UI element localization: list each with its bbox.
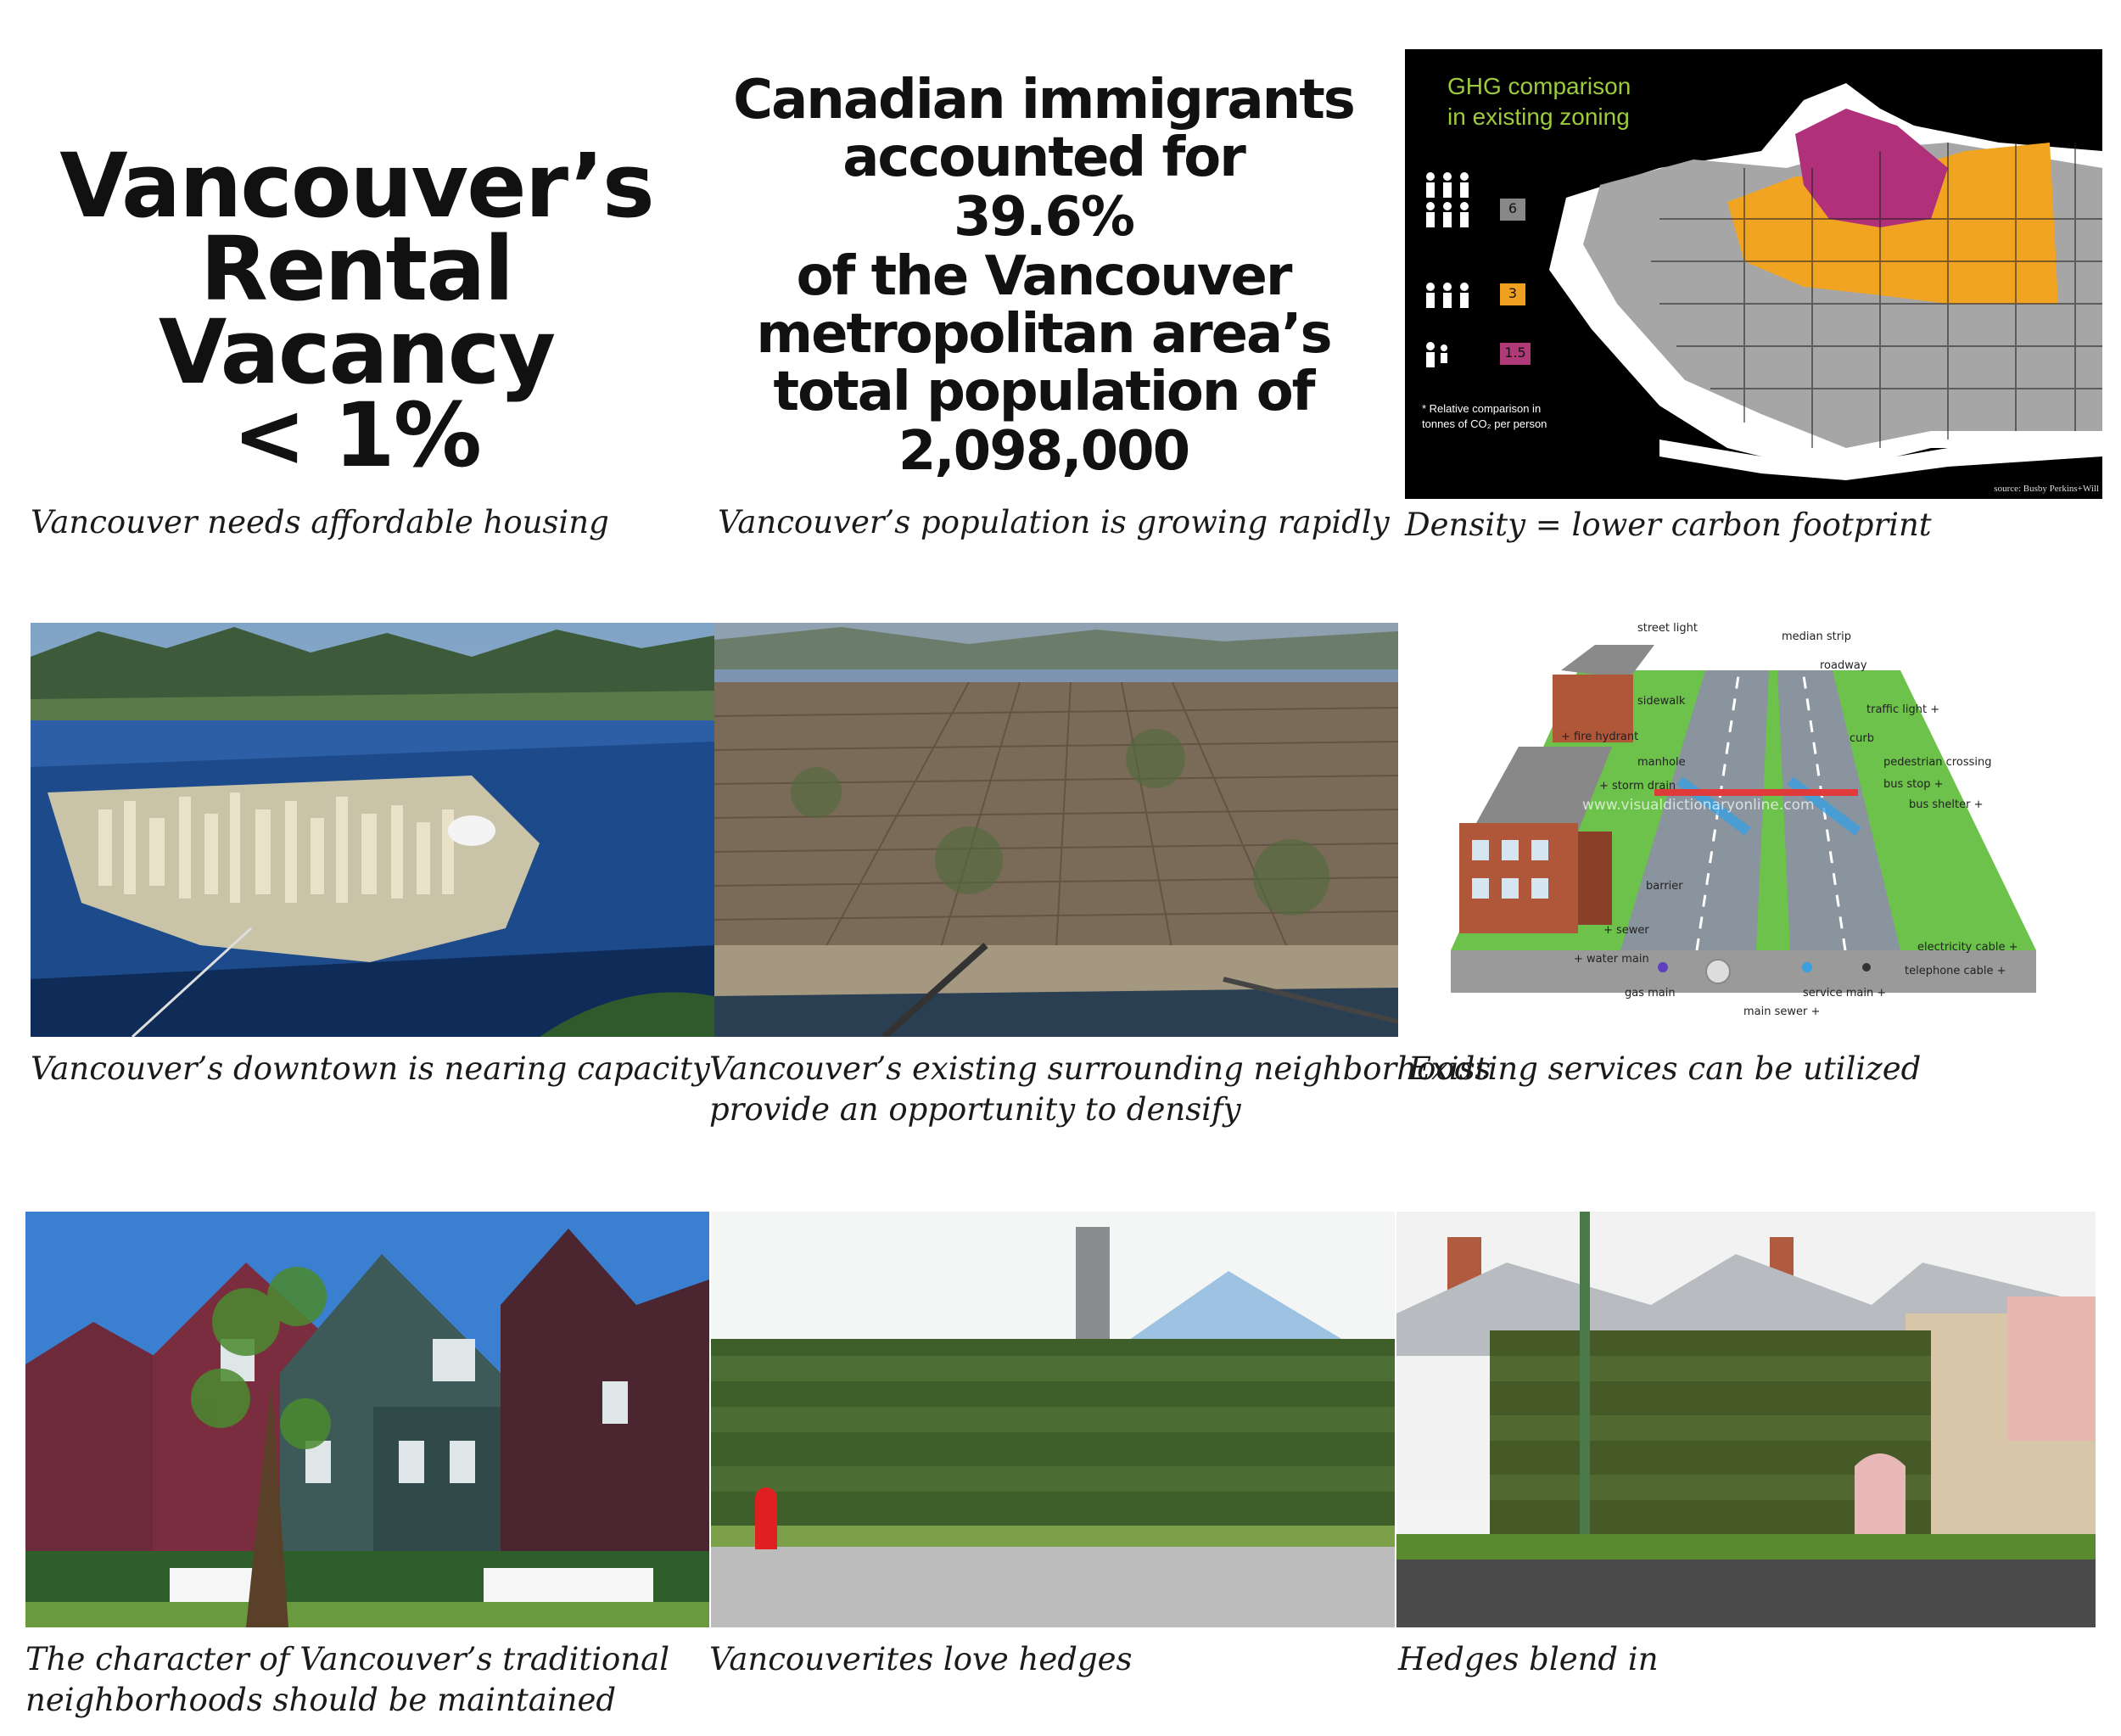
rental-line-1: Vancouver’s — [59, 134, 653, 238]
rental-vacancy-stat — [51, 134, 662, 487]
neighborhoods-caption: Vancouver’s existing surrounding neighborhoods provide an opportunity to densify — [709, 1050, 1491, 1128]
label-bus-stop: bus stop + — [1883, 778, 1944, 791]
label-water-main: + water main — [1574, 953, 1649, 966]
label-storm-drain: + storm drain — [1599, 780, 1676, 792]
hedges-caption: Vancouverites love hedges — [709, 1641, 1133, 1677]
ghg-caption: Density = lower carbon footprint — [1405, 507, 1932, 543]
ghg-map — [1405, 49, 2102, 499]
ghg-source: source: Busby Perkins+Will — [1994, 484, 2099, 494]
character-houses-photo — [25, 1212, 709, 1627]
rental-caption: Vancouver needs affordable housing — [31, 504, 609, 540]
label-gas-main: gas main — [1625, 987, 1676, 1000]
hedge-blend-photo — [1396, 1212, 2096, 1627]
ghg-value-6: 6 — [1508, 200, 1518, 216]
label-fire-hydrant: + fire hydrant — [1561, 731, 1639, 743]
immigrants-stat — [730, 71, 1357, 482]
ghg-note-line-2: tonnes of CO₂ per person — [1422, 417, 1547, 430]
street-services-diagram — [1425, 619, 2053, 1018]
immigrants-line-5: metropolitan area’s — [756, 303, 1331, 366]
immigrants-line-1: Canadian immigrants — [733, 69, 1354, 132]
ghg-title-line-1: GHG comparison — [1447, 73, 1631, 99]
label-street-light: street light — [1637, 622, 1698, 635]
label-service-main: service main + — [1803, 987, 1887, 1000]
label-electricity-cable: electricity cable + — [1917, 941, 2018, 954]
downtown-caption: Vancouver’s downtown is nearing capacity — [31, 1050, 710, 1087]
label-telephone-cable: telephone cable + — [1905, 965, 2006, 977]
label-manhole: manhole — [1637, 756, 1686, 769]
ghg-value-3: 3 — [1508, 285, 1518, 301]
label-sidewalk: sidewalk — [1637, 695, 1686, 708]
neighborhoods-aerial-photo — [714, 623, 1398, 1037]
ghg-value-15: 1.5 — [1504, 344, 1526, 361]
label-traffic-light: traffic light + — [1866, 703, 1940, 716]
downtown-aerial-photo — [31, 623, 714, 1037]
blend-caption: Hedges blend in — [1398, 1641, 1659, 1677]
character-caption: The character of Vancouver’s traditional neighborhoods should be maintained — [25, 1641, 670, 1718]
ghg-note-line-1: * Relative comparison in — [1422, 402, 1542, 415]
immigrants-line-7: 2,098,000 — [898, 420, 1189, 483]
immigrants-line-3: 39.6% — [953, 186, 1134, 249]
rental-line-3: < 1% — [232, 384, 480, 487]
label-pedestrian-crossing: pedestrian crossing — [1883, 756, 1992, 769]
hedge-photo — [711, 1212, 1395, 1627]
services-caption: Existing services can be utilized — [1408, 1050, 1922, 1087]
label-median-strip: median strip — [1782, 630, 1851, 643]
ghg-note — [1422, 401, 1547, 432]
ghg-title — [1447, 71, 1631, 132]
services-watermark: www.visualdictionaryonline.com — [1582, 797, 1815, 814]
immigrants-line-6: total population of — [773, 361, 1314, 423]
rental-line-2: Rental Vacancy — [158, 217, 555, 404]
label-sewer: + sewer — [1603, 924, 1649, 937]
ghg-title-line-2: in existing zoning — [1447, 104, 1630, 130]
immigrants-line-2: accounted for — [842, 126, 1245, 189]
label-roadway: roadway — [1820, 659, 1867, 672]
label-barrier: barrier — [1646, 880, 1683, 893]
label-bus-shelter: bus shelter + — [1909, 798, 1984, 811]
immigrants-caption: Vancouver’s population is growing rapidly — [718, 504, 1390, 540]
label-curb: curb — [1850, 732, 1874, 745]
immigrants-line-4: of the Vancouver — [796, 245, 1291, 308]
label-main-sewer: main sewer + — [1743, 1005, 1821, 1018]
